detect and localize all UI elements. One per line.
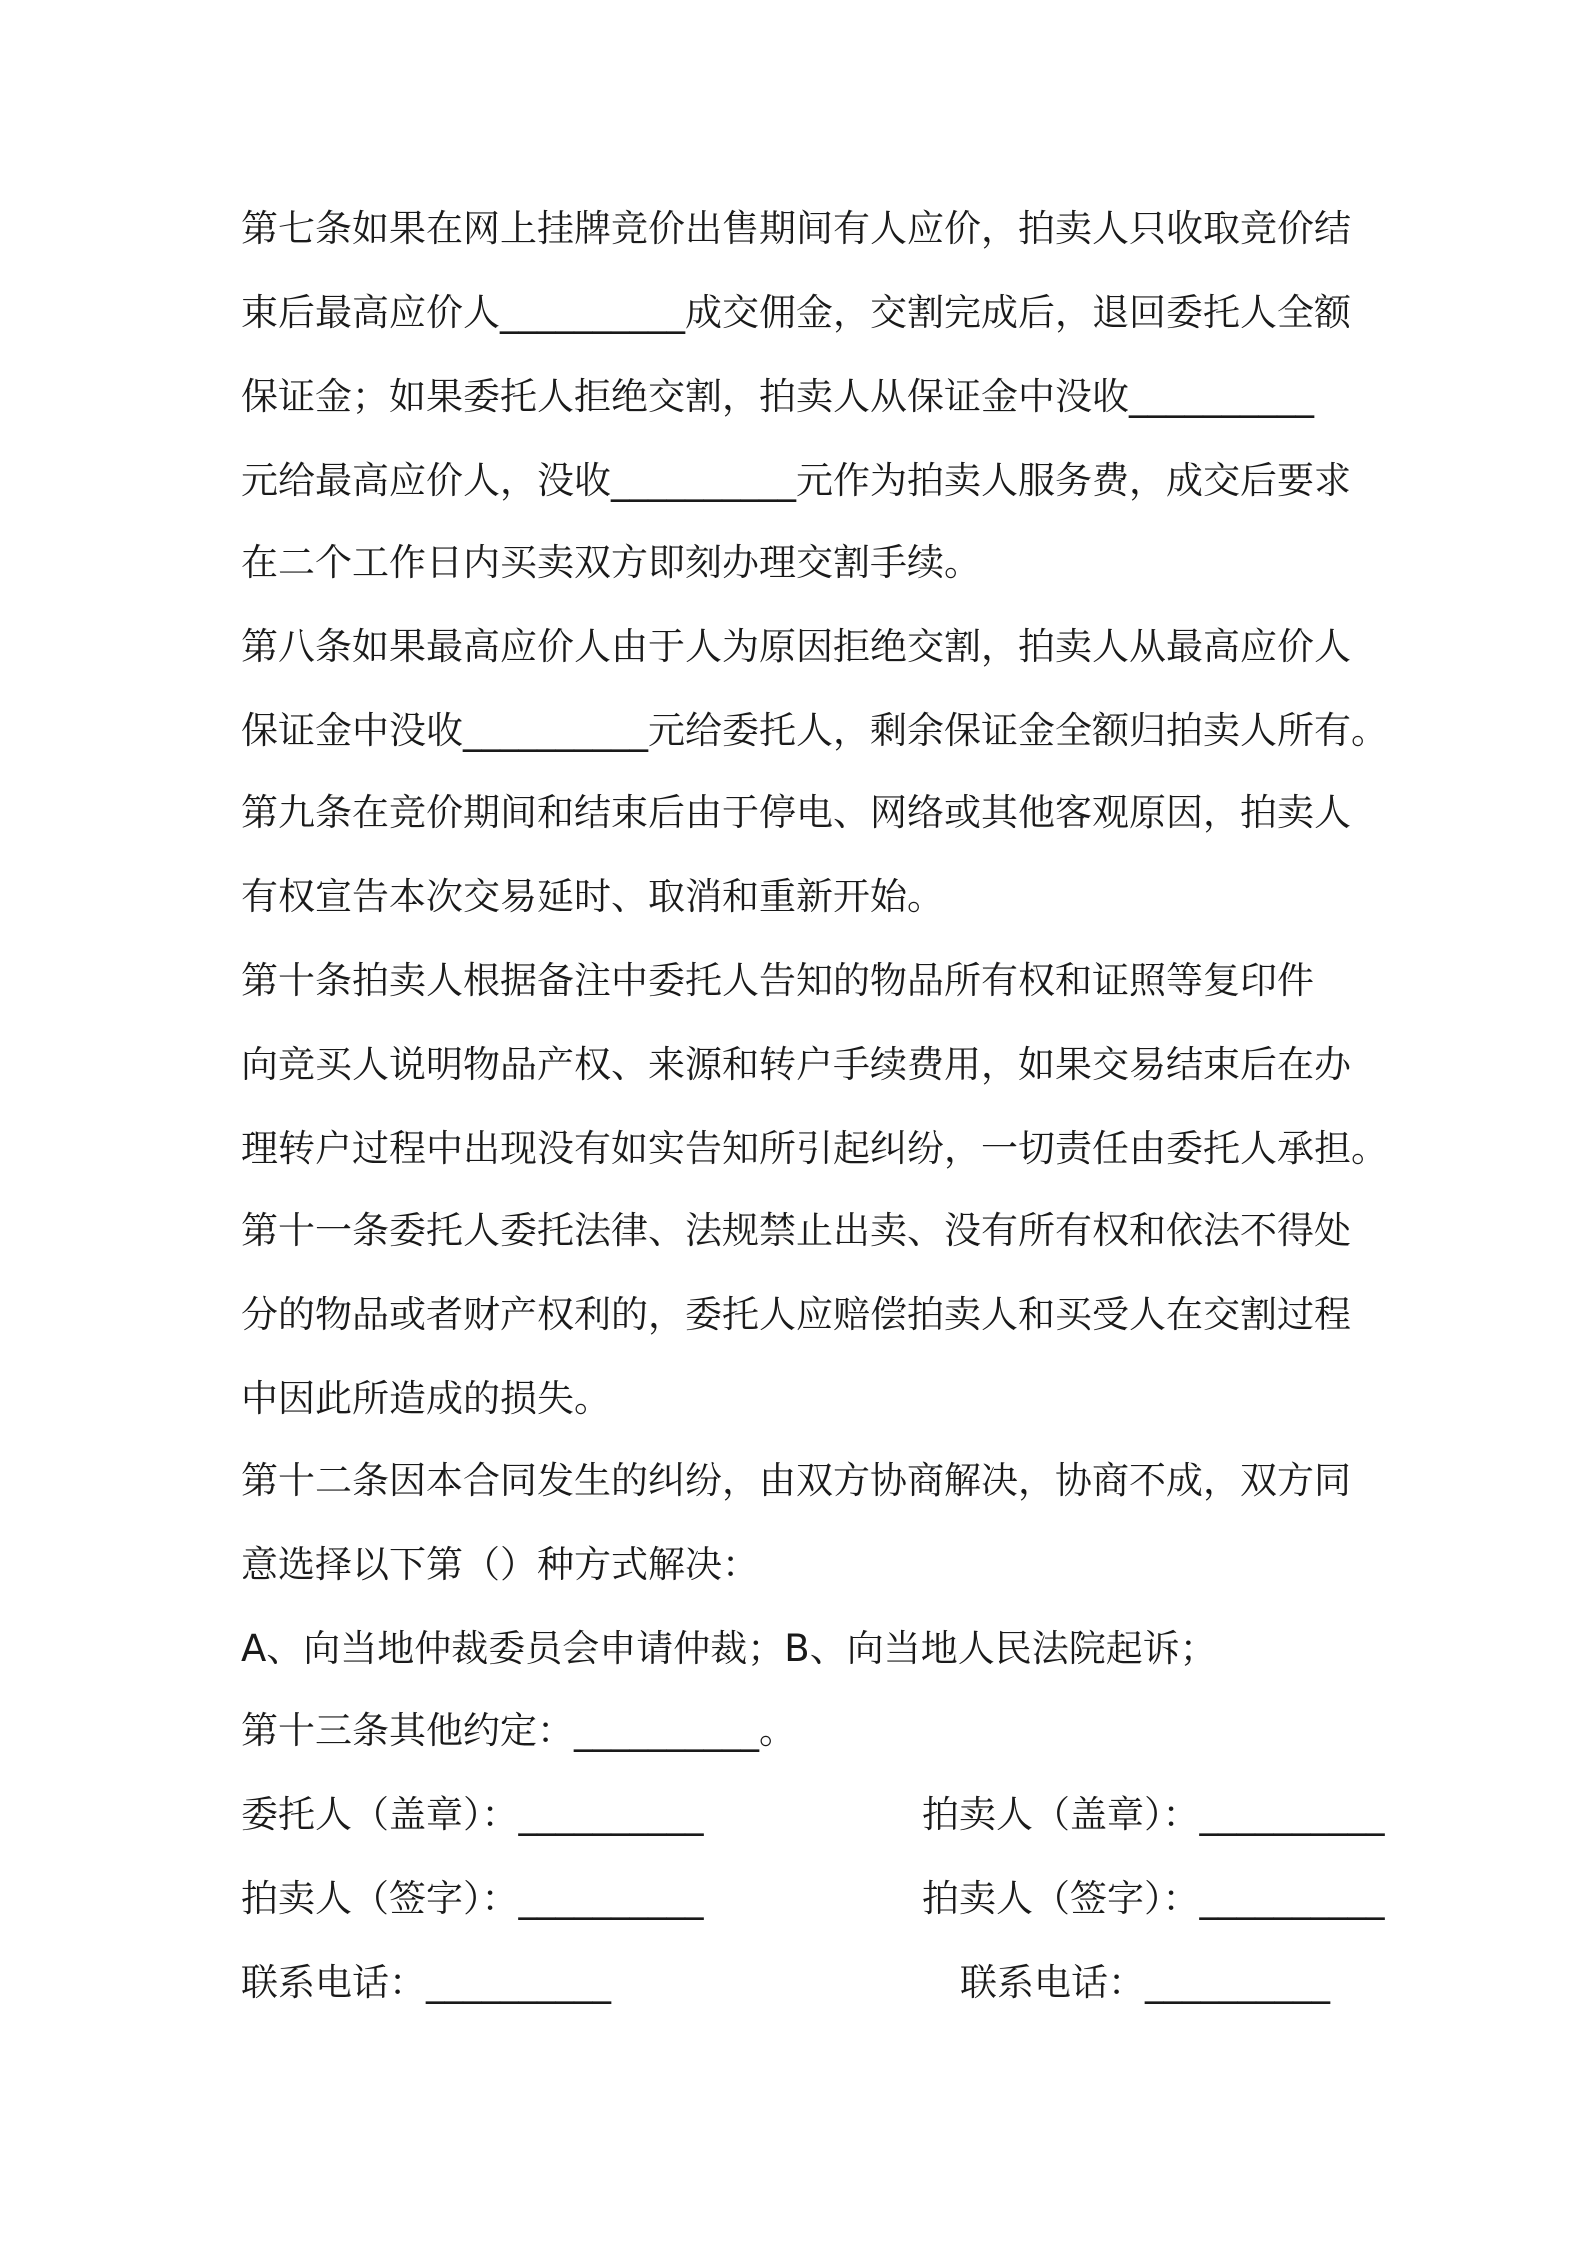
clause-7-line-4: 元给最高应价人，没收__________元作为拍卖人服务费，成交后要求 xyxy=(241,459,1351,502)
signature-right-phone: 联系电话：__________ xyxy=(960,1961,1330,2004)
clause-10-line-2: 向竞买人说明物品产权、来源和转户手续费用，如果交易结束后在办 xyxy=(241,1043,1351,1086)
clause-7-line-5: 在二个工作日内买卖双方即刻办理交割手续。 xyxy=(241,541,981,584)
signature-left-seal: 委托人（盖章）：__________ xyxy=(241,1793,704,1836)
clause-11-line-3: 中因此所造成的损失。 xyxy=(241,1377,611,1420)
clause-7-line-2: 束后最高应价人__________成交佣金，交割完成后，退回委托人全额 xyxy=(241,291,1351,334)
clause-11-line-1: 第十一条委托人委托法律、法规禁止出卖、没有所有权和依法不得处 xyxy=(241,1209,1351,1252)
clause-12-line-1: 第十二条因本合同发生的纠纷，由双方协商解决，协商不成，双方同 xyxy=(241,1459,1351,1502)
clause-10-line-1: 第十条拍卖人根据备注中委托人告知的物品所有权和证照等复印件 xyxy=(241,959,1314,1002)
signature-right-sign: 拍卖人（签字）：__________ xyxy=(922,1877,1385,1920)
clause-7-line-1: 第七条如果在网上挂牌竞价出售期间有人应价，拍卖人只收取竞价结 xyxy=(241,207,1351,250)
clause-11-line-2: 分的物品或者财产权利的，委托人应赔偿拍卖人和买受人在交割过程 xyxy=(241,1293,1351,1336)
clause-12-line-2: 意选择以下第（）种方式解决： xyxy=(241,1543,759,1586)
signature-left-sign: 拍卖人（签字）：__________ xyxy=(241,1877,704,1920)
clause-7-line-3: 保证金；如果委托人拒绝交割，拍卖人从保证金中没收__________ xyxy=(241,375,1314,418)
signature-left-phone: 联系电话：__________ xyxy=(241,1961,611,2004)
clause-8-line-2: 保证金中没收__________元给委托人，剩余保证金全额归拍卖人所有。 xyxy=(241,709,1388,752)
clause-9-line-2: 有权宣告本次交易延时、取消和重新开始。 xyxy=(241,875,944,918)
signature-right-seal: 拍卖人（盖章）：__________ xyxy=(922,1793,1385,1836)
clause-9-line-1: 第九条在竞价期间和结束后由于停电、网络或其他客观原因，拍卖人 xyxy=(241,791,1351,834)
clause-13-line-1: 第十三条其他约定：__________。 xyxy=(241,1709,796,1752)
clause-10-line-3: 理转户过程中出现没有如实告知所引起纠纷，一切责任由委托人承担。 xyxy=(241,1127,1388,1170)
clause-8-line-1: 第八条如果最高应价人由于人为原因拒绝交割，拍卖人从最高应价人 xyxy=(241,625,1351,668)
clause-12-line-3: A、向当地仲裁委员会申请仲裁；B、向当地人民法院起诉； xyxy=(241,1627,1217,1670)
